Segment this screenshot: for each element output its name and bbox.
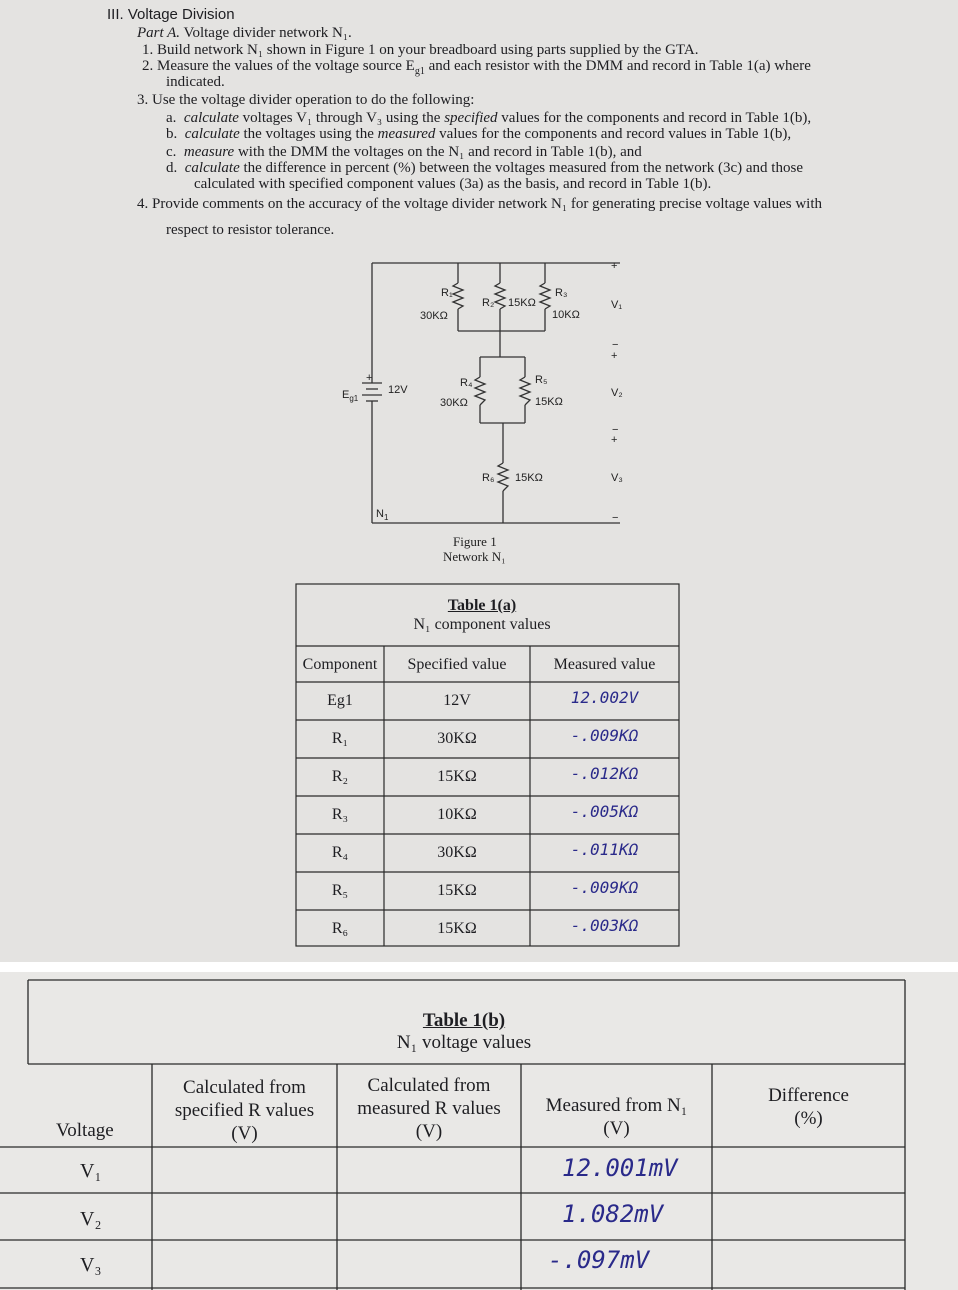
measured-cell: -.011KΩ (570, 840, 639, 859)
specified-cell: 12V (443, 692, 471, 709)
measured-cell: -.005KΩ (570, 802, 639, 821)
worksheet-page-bottom (0, 972, 958, 1290)
calc-meas-line-1: Calculated from (367, 1075, 491, 1096)
r5-value: 15KΩ (535, 396, 563, 408)
figure-caption-title: Figure 1 (453, 534, 497, 549)
part-a-heading (137, 25, 352, 42)
step-3b-text2: values for the components and record values in Table 1(b), (439, 126, 792, 142)
step-4-line-2: respect to resistor tolerance. (166, 222, 335, 238)
measured-line-1: Measured from N₁ (545, 1095, 688, 1116)
resistor-r1 (453, 283, 463, 309)
step-3: 3. Use the voltage divider operation to do the following: (137, 92, 475, 108)
step-3d-em: calculate (184, 160, 240, 176)
voltage-cell: V₁ (80, 1160, 102, 1182)
step-3d-line-2: calculated with specified component values (3a) as the basis, and record in Table 1(b). (194, 176, 712, 192)
step-3c-em: measure (183, 144, 235, 160)
source-label: $E_{g1}$ (342, 389, 359, 403)
v2-minus: − (612, 424, 619, 436)
component-cell: R₃ (331, 806, 349, 823)
table-1b-title: Table 1(b) (422, 1010, 506, 1031)
resistor-r2 (495, 283, 505, 309)
voltage-cell: V₂ (80, 1208, 102, 1230)
step-3b-em: calculate (184, 126, 240, 142)
component-cell: Eg1 (327, 692, 353, 709)
step-3a-em: calculate (183, 110, 239, 126)
step-3b-text: the voltages using the (243, 126, 374, 142)
step-1: 1. Build network N₁ shown in Figure 1 on your breadboard using parts supplied by the GTA. (142, 42, 699, 58)
source-plus: + (366, 372, 373, 384)
resistor-r3 (540, 283, 550, 309)
v2-plus: + (611, 350, 618, 362)
circuit-figure (330, 255, 650, 575)
step-3c (166, 144, 642, 161)
component-cell: R₅ (331, 882, 349, 899)
difference-line-2: (%) (794, 1108, 823, 1129)
measured-cell: -.012KΩ (570, 764, 639, 783)
step-3d (166, 160, 803, 177)
calc-spec-line-3: (V) (231, 1123, 258, 1144)
table-1a-subtitle: N₁ component values (413, 616, 551, 633)
table-1b-subtitle: N₁ voltage values (396, 1032, 532, 1053)
r3-label: R₃ (555, 287, 568, 299)
step-4: 4. Provide comments on the accuracy of the voltage divider network N₁ for generating precise voltage values with (137, 196, 823, 212)
r4-value: 30KΩ (440, 397, 468, 409)
measured-cell: 1.082mV (562, 1200, 664, 1228)
network-label: $N_1$ (376, 508, 389, 522)
step-3b-mark: b. (166, 126, 178, 142)
step-3a-mark: a. (166, 110, 177, 126)
r1-label: R₁ (441, 287, 453, 299)
v1-plus: + (611, 260, 618, 272)
measured-cell: 12.002V (570, 688, 639, 707)
step-3c-text: with the DMM the voltages on the N₁ and record in Table 1(b), and (237, 144, 642, 160)
v3-plus: + (611, 434, 618, 446)
table-1b-header-calc-spec (152, 1076, 337, 1145)
table-1b-header-calc-meas (337, 1074, 521, 1143)
step-3b-em2: measured (377, 126, 436, 142)
r2-value: 15KΩ (508, 297, 536, 309)
r6-value: 15KΩ (515, 472, 543, 484)
specified-cell: 30KΩ (437, 730, 477, 747)
step-3a (166, 110, 811, 127)
specified-cell: 30KΩ (437, 844, 477, 861)
component-cell: R₆ (331, 920, 349, 937)
part-label: Part A. (137, 25, 181, 41)
resistor-r4 (475, 377, 485, 405)
step-3d-mark: d. (166, 160, 178, 176)
table-1a-title: Table 1(a) (447, 597, 517, 614)
component-cell: R₂ (331, 768, 349, 785)
difference-line-1: Difference (768, 1085, 849, 1106)
component-cell: R₁ (331, 730, 349, 747)
r2-label: R₂ (482, 297, 495, 309)
table-1a-header-specified: Specified value (407, 656, 507, 673)
specified-cell: 15KΩ (437, 882, 477, 899)
v1-minus: − (612, 339, 619, 351)
part-title: Voltage divider network N₁. (183, 25, 352, 41)
step-3a-text: voltages V₁ through V₃ using the (242, 110, 441, 126)
step-3a-em2: specified (444, 110, 498, 126)
table-1b-header-measured (521, 1094, 712, 1140)
table-1b-header-difference (712, 1084, 905, 1130)
calc-meas-line-3: (V) (415, 1121, 443, 1142)
resistor-r6 (498, 463, 508, 491)
component-cell: R₄ (331, 844, 349, 861)
table-1b-header-voltage: Voltage (56, 1120, 114, 1141)
measured-cell: 12.001mV (562, 1154, 678, 1182)
step-2-text: 2. Measure the values of the voltage source E (142, 58, 415, 74)
v1-label: V₁ (611, 299, 623, 311)
source-value: 12V (388, 384, 408, 396)
section-heading: III. Voltage Division (107, 6, 235, 23)
resistor-r5 (520, 377, 530, 405)
specified-cell: 10KΩ (437, 806, 477, 823)
calc-spec-line-1: Calculated from (183, 1077, 306, 1098)
r6-label: R₆ (482, 472, 495, 484)
v2-label: V₂ (611, 387, 623, 399)
step-3c-mark: c. (166, 144, 177, 160)
r5-label: R₅ (535, 374, 548, 386)
r1-value: 30KΩ (420, 310, 448, 322)
v3-minus: − (612, 512, 619, 524)
v3-label: V₃ (611, 472, 623, 484)
calc-spec-line-2: specified R values (174, 1100, 315, 1121)
specified-cell: 15KΩ (437, 768, 477, 785)
step-2-text-b: and each resistor with the DMM and record in Table 1(a) where (428, 58, 811, 74)
table-1a-header-component: Component (302, 656, 378, 673)
r3-value: 10KΩ (552, 309, 580, 321)
measured-cell: -.097mV (548, 1246, 650, 1274)
step-3a-text2: values for the components and record in Table 1(b), (501, 110, 812, 126)
step-3b (166, 126, 791, 143)
measured-cell: -.009KΩ (570, 726, 639, 745)
step-3d-text: the difference in percent (%) between the voltages measured from the network (3c) and those (243, 160, 803, 176)
specified-cell: 15KΩ (437, 920, 477, 937)
measured-cell: -.003KΩ (570, 916, 639, 935)
measured-line-2: (V) (603, 1118, 630, 1139)
voltage-cell: V₃ (80, 1254, 102, 1276)
measured-cell: -.009KΩ (570, 878, 639, 897)
step-2-line-2: indicated. (166, 74, 225, 90)
calc-meas-line-2: measured R values (357, 1098, 501, 1119)
table-1a-header-measured: Measured value (553, 656, 656, 673)
step-2: 2. Measure the values of the voltage source $E_{g1}$ and each resistor with the DMM and record in Table 1(a) where (142, 58, 811, 77)
figure-caption-sub: Network N₁ (443, 549, 506, 564)
r4-label: R₄ (460, 377, 473, 389)
